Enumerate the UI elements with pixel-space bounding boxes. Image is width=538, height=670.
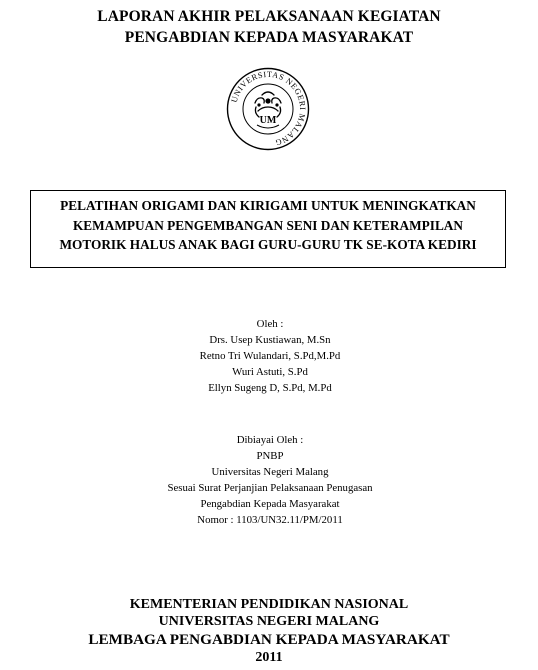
university-seal-logo xyxy=(226,67,310,151)
funding-line: PNBP xyxy=(256,450,284,462)
report-title-line-2: PENGABDIAN KEPADA MASYARAKAT xyxy=(124,29,414,46)
funding-line: Sesuai Surat Perjanjian Pelaksanaan Penugasan xyxy=(167,482,373,494)
activity-title-line-2: KEMAMPUAN PENGEMBANGAN SENI DAN KETERAMPILAN xyxy=(72,217,464,233)
seal-ring-text: UNIVERSITAS NEGERI MALANG xyxy=(229,69,308,148)
report-year: 2011 xyxy=(255,650,283,665)
institute-name: LEMBAGA PENGABDIAN KEPADA MASYARAKAT xyxy=(88,631,450,648)
university-name: UNIVERSITAS NEGERI MALANG xyxy=(158,614,380,629)
report-title-line-1: LAPORAN AKHIR PELAKSANAAN KEGIATAN xyxy=(97,8,441,25)
authors-label: Oleh : xyxy=(256,318,284,330)
seal-center-text: UM xyxy=(259,115,277,126)
author-name: Drs. Usep Kustiawan, M.Sn xyxy=(209,334,331,346)
funding-line: Pengabdian Kepada Masyarakat xyxy=(200,498,340,510)
institution-footer xyxy=(0,596,538,667)
funding-block xyxy=(140,432,400,528)
funding-label: Dibiayai Oleh : xyxy=(236,434,304,446)
authors-block xyxy=(150,316,390,396)
author-name: Ellyn Sugeng D, S.Pd, M.Pd xyxy=(208,382,332,394)
funding-line: Nomor : 1103/UN32.11/PM/2011 xyxy=(197,514,343,526)
svg-text:UNIVERSITAS NEGERI MALANG xyxy=(230,70,307,147)
report-title xyxy=(0,6,538,48)
university-seal-icon xyxy=(226,67,310,151)
author-name: Wuri Astuti, S.Pd xyxy=(232,366,308,378)
activity-title-box xyxy=(30,190,506,268)
ministry-name: KEMENTERIAN PENDIDIKAN NASIONAL xyxy=(129,597,409,612)
activity-title-line-1: PELATIHAN ORIGAMI DAN KIRIGAMI UNTUK MENINGKATKAN xyxy=(60,198,476,213)
funding-line: Universitas Negeri Malang xyxy=(211,466,329,478)
author-name: Retno Tri Wulandari, S.Pd,M.Pd xyxy=(199,350,341,362)
activity-title-line-3: MOTORIK HALUS ANAK BAGI GURU-GURU TK SE-KOTA KEDIRI xyxy=(59,237,477,252)
